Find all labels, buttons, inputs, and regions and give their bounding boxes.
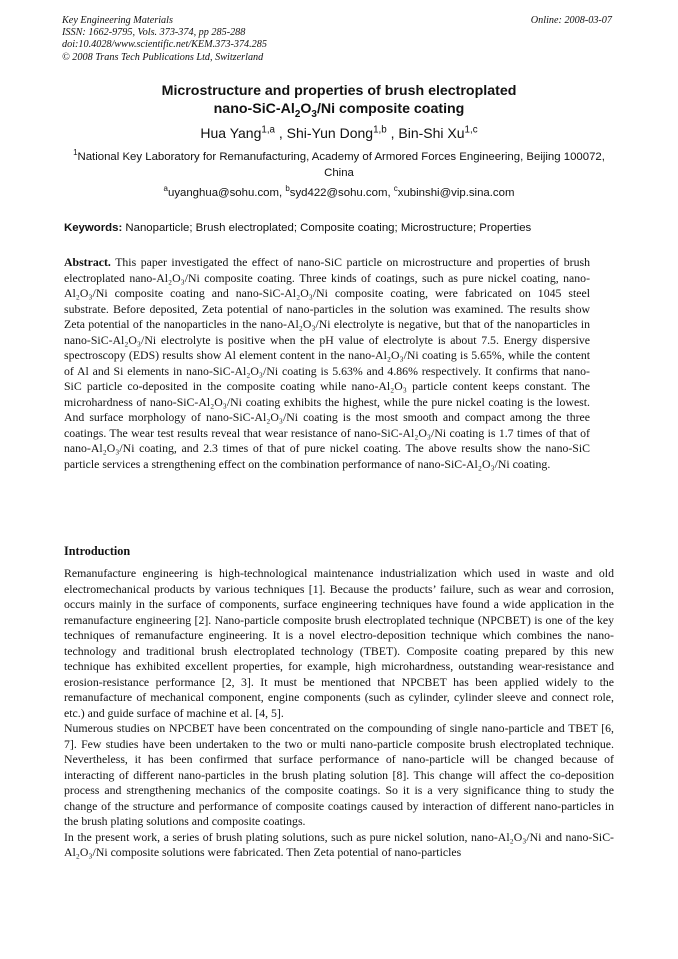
journal-issn: ISSN: 1662-9795, Vols. 373-374, pp 285-288: [62, 27, 246, 39]
keywords-label: Keywords:: [64, 222, 123, 234]
journal-copyright: © 2008 Trans Tech Publications Ltd, Switzerland: [62, 51, 264, 63]
email-link[interactable]: syd422@sohu.com: [289, 187, 388, 199]
email-link[interactable]: xubinshi@vip.sina.com: [397, 187, 515, 199]
affiliation-text: National Key Laboratory for Remanufacturing, Academy of Armored Forces Engineering, Beijing 100072, China: [77, 151, 605, 179]
section-heading: Introduction: [64, 544, 131, 558]
journal-doi: doi:10.4028/www.scientific.net/KEM.373-374.285: [62, 39, 267, 51]
author-affil-mark: 1,b: [373, 124, 387, 136]
paragraph: In the present work, a series of brush plating solutions, such as pure nickel solution, nano-Al₂O₃/Ni and nano-SiC-Al₂O₃/Ni composite solutions were fabricated. Then Zeta potential of nano-particles: [64, 829, 614, 859]
email-link[interactable]: uyanghua@sohu.com: [167, 187, 279, 199]
abstract: [64, 255, 590, 472]
author-list: Hua Yang$^{1,a}$ , Shi-Yun Dong$^{1,b}$ , Bin-Shi Xu$^{1,c}$: [200, 124, 478, 141]
author-name: Hua Yang: [200, 125, 262, 141]
author-affil-mark: 1,c: [464, 124, 478, 136]
journal-name: Key Engineering Materials: [62, 15, 173, 26]
affiliation: [64, 150, 614, 181]
introduction-body: [64, 566, 614, 861]
title-line-2: nano-$SiC-Al_2O_3/Ni$ composite coating: [213, 101, 465, 120]
keywords-text: Nanoparticle; Brush electroplated; Composite coating; Microstructure; Properties: [125, 222, 532, 234]
abstract-label: Abstract.: [64, 255, 111, 269]
author-name: Shi-Yun Dong: [286, 125, 374, 141]
paragraph: Remanufacture engineering is high-technological maintenance industrialization which used in waste and old electromechanical products by various techniques [1]. Because the products’ failure, such as wear and corrosion, occurs mainly in the surface of components, surface engineering techniques have found a wide application in the remanufacture engineering [2]. Nano-particle composite brush electroplated technique (NPCBET) is one of the key techniques of remanufacture engineering. It is a novel electro-deposition technique which combines the nano-technology and traditional brush electroplated technology (TBET). Composite coating prepared by this new technique has exhibited excellent properties, for example, high microhardness, outstanding wear-resistance and erosion-resistance performance [2, 3]. It must be mentioned that NPCBET has been applied widely to the remanufacture of mechanical component, engine components (such as cylinder, cylinder sleeve and connect role, etc.) and guide surface of machine et al. [4, 5].: [64, 566, 614, 720]
abstract-text: This paper investigated the effect of nano-SiC particle on microstructure and properties of brush electroplated nano-Al₂O₃/Ni composite coating. Three kinds of coatings, such as pure nickel coating, nano-Al₂O₃/Ni composite coating and nano-SiC-Al₂O₃/Ni composite coating, were fabricated on 1045 steel substrate. Before deposited, Zeta potential of nano-particles in the solution was examined. The results show Zeta potential of the nanoparticles in the nano-Al₂O₃/Ni electrolyte is negative, but that of the nanoparticles in nano-SiC-Al₂O₃/Ni electrolyte is positive when the pH value of electrolyte is about 7.5. Energy dispersive spectroscopy (EDS) results show Al element content in the nano-Al₂O₃/Ni coating is 5.65%, while the content of Al and Si elements in nano-SiC-Al₂O₃/Ni coating is 5.63% and 4.86% respectively. It confirms that nano-SiC particle co-deposited in the composite coating while nano-Al₂O₃ particle content keeps constant. The microhardness of nano-SiC-Al₂O₃/Ni coating exhibits the highest, while the pure nickel coating is the lowest. And surface morphology of nano-SiC-Al₂O₃/Ni coating is the most smooth and compact among the three coatings. The wear test results reveal that wear resistance of nano-SiC-Al₂O₃/Ni coating is 1.7 times of that of nano-Al₂O₃/Ni coating, and 2.3 times of that of pure nickel coating. The above results show the nano-SiC particle services a strengthening effect on the combination performance of nano-SiC-Al₂O₃/Ni coating.: [64, 255, 590, 471]
affiliation-mark: 1: [73, 148, 78, 158]
author-name: Bin-Shi Xu: [398, 125, 465, 141]
author-affil-mark: 1,a: [261, 124, 275, 136]
title-line-1: Microstructure and properties of brush electroplated: [161, 83, 517, 99]
online-date: Online: 2008-03-07: [530, 15, 612, 26]
paragraph: Numerous studies on NPCBET have been concentrated on the compounding of single nano-particle and TBET [6, 7]. Few studies have been undertaken to the two or multi nano-particle composite brush electroplated technique. Nevertheless, it has been confirmed that surface performance of nano-particle will be changed because of interacting of different nano-particles in the brush plating solution [8]. This change will affect the co-deposition process and strengthening mechanics of the composite coatings. So it is a very significance thing to study the change of the structure and performance of composite coatings caused by interaction of different nano-particles in the brush plating solutions and composite coatings.: [64, 721, 614, 828]
email-list: $^a$uyanghua@sohu.com, $^b$syd422@sohu.com, $^c$xubinshi@vip.sina.com: [163, 184, 515, 199]
paper-title: [0, 82, 678, 118]
keywords: [64, 221, 624, 236]
journal-header: [62, 15, 267, 64]
